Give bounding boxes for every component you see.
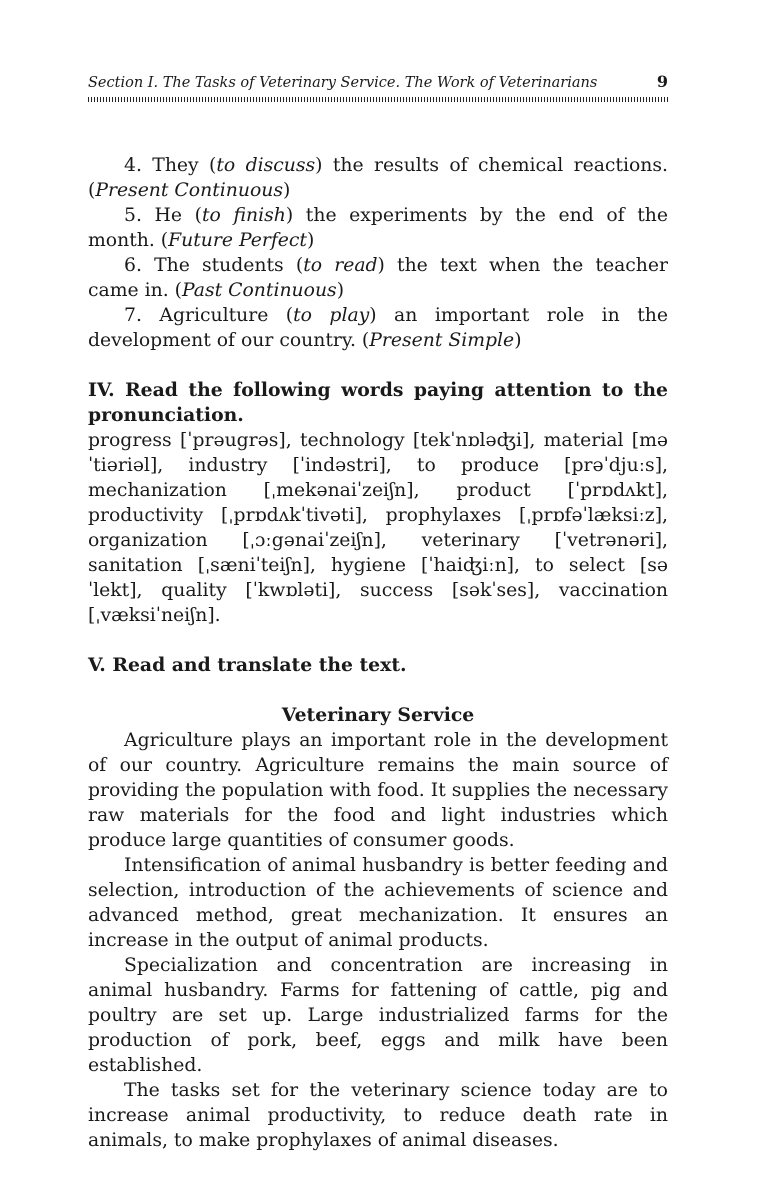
exercise-item-7: 7. Agriculture (to play) an important role in the development of our country. (Present Simple) (88, 305, 668, 351)
page-number: 9 (656, 72, 668, 91)
text-paragraph-3: Specialization and concentration are increasing in animal husbandry. Farms for fattening of cattle, pig and poultry are set up. Large industrialized farms for the production of pork, beef, eggs and milk have been established. (88, 955, 668, 1076)
header-rule (88, 97, 668, 102)
exercise-item-5: 5. He (to finish) the experiments by the end of the month. (Future Perfect) (88, 205, 668, 251)
running-header (88, 72, 668, 94)
exercise-item-6: 6. The students (to read) the text when the teacher came in. (Past Continuous) (88, 255, 668, 301)
task-iv-heading: IV. Read the following words paying attention to the pronunciation. (88, 379, 668, 426)
text-paragraph-2: Intensification of animal husbandry is better feeding and selection, introduction of the achievements of science and advanced method, great mechanization. It ensures an increase in the output of animal products. (88, 855, 668, 951)
text-title: Veterinary Service (281, 704, 475, 726)
book-page (88, 72, 668, 1153)
running-title: Section I. The Tasks of Veterinary Service. The Work of Veterinarians (88, 75, 598, 91)
task-v-heading: V. Read and translate the text. (88, 654, 407, 676)
text-paragraph-1: Agriculture plays an important role in the development of our country. Agriculture remains the main source of providing the population with food. It supplies the necessary raw materials for the food and light industries which produce large quantities of consumer goods. (88, 730, 668, 851)
exercise-item-4: 4. They (to discuss) the results of chemical reactions. (Present Continuous) (88, 155, 668, 201)
text-paragraph-4: The tasks set for the veterinary science today are to increase animal productivity, to reduce death rate in animals, to make prophylaxes of animal diseases. (88, 1080, 668, 1151)
pronunciation-word-list: progress [ˈprəugrəs], technology [tekˈnɒləʤi], material [məˈtiəriəl], industry [ˈindəstri], to produce [prəˈdjuːs], mechanization [ˌmekənaiˈzeiʃn], product [ˈprɒdʌkt], productivity [ˌprɒdʌkˈtivəti], prophylaxes [ˌprɒfəˈlæksiːz], organization [ˌɔːgənaiˈzeiʃn], veterinary [ˈvetrənəri], sanitation [ˌsæniˈteiʃn], hygiene [ˈhaiʤiːn], to select [səˈlekt], quality [ˈkwɒləti], success [səkˈses], vaccination [ˌvæksiˈneiʃn]. (88, 430, 668, 626)
page-content (88, 153, 668, 1153)
